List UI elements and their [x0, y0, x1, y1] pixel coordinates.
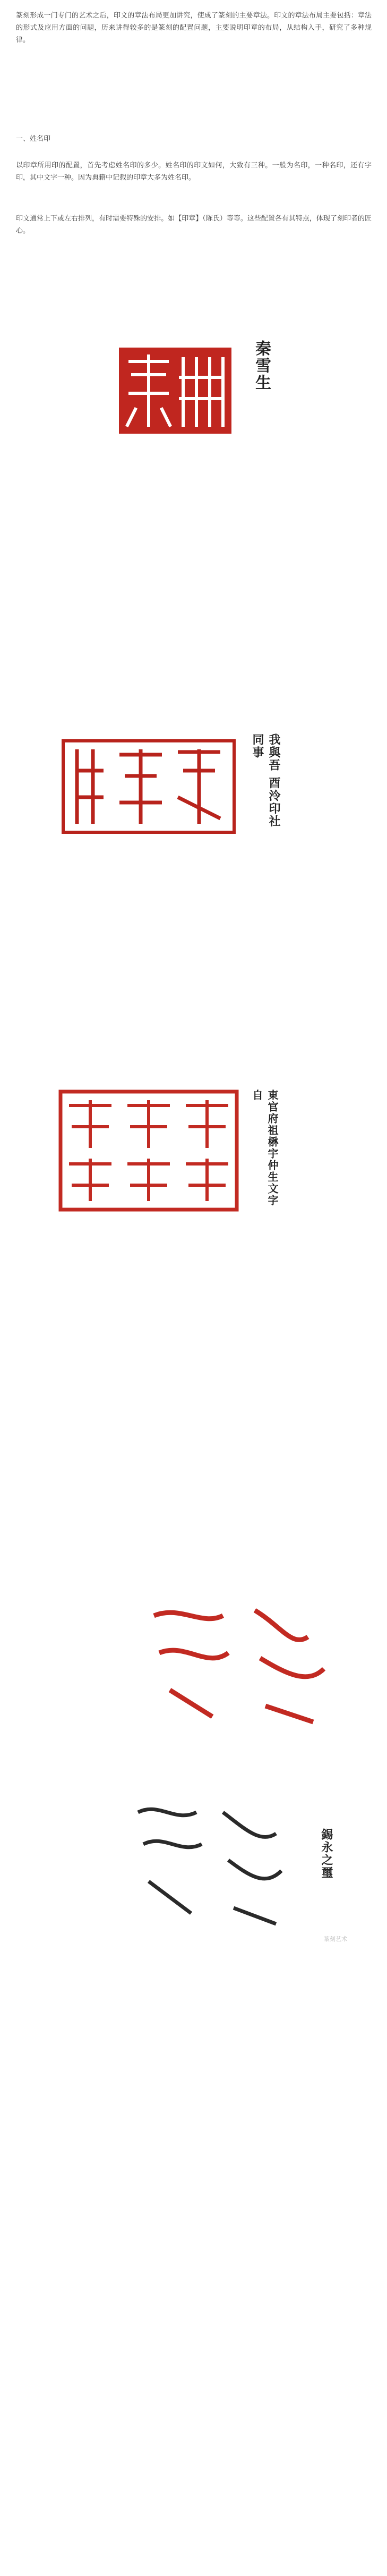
seal-image-xi-yong-1: [138, 1594, 340, 1738]
seal-image-dong-guan: [58, 1089, 239, 1212]
seal-caption: 東官府祖楙宇仲生文字自: [251, 1089, 279, 1206]
paragraph: 印文通常上下或左右排列，有时需要特殊的安排。如【印章】（陈氏）等等。这些配置各有其特点，体现了刻印者的匠心。: [16, 215, 372, 235]
seal-image-wo-yu-wu: [61, 739, 236, 834]
section-heading: 一、姓名印: [16, 135, 51, 143]
seal-caption: 我與吾 酉泠印社同事: [251, 733, 281, 828]
paragraph: 以印章所用印的配置，首先考虑姓名印的多少。姓名印的印文如何，大致有三种。一般为名印，一种名印，还有字印，其中文字一种。因为典籍中记载的印章大多为姓名印。: [16, 162, 372, 182]
seal-image-qin-xuesheng: [117, 345, 234, 436]
watermark: 篆刻艺术: [324, 1936, 347, 1942]
paragraph: 篆刻形成一门专门的艺术之后，印文的章法布局更加讲究，使成了篆刻的主要章法。印文的章法布局主要包括：章法的形式及应用方面的问题，历来讲得较多的是篆刻的配置问题，主要说明印章的布局，从结构入手，研究了多种规律。: [16, 12, 372, 44]
seal-caption: 秦雪生: [252, 340, 271, 391]
seal-image-xi-yong-2: [127, 1796, 297, 1935]
seal-caption: 錫永之璽: [320, 1828, 333, 1879]
